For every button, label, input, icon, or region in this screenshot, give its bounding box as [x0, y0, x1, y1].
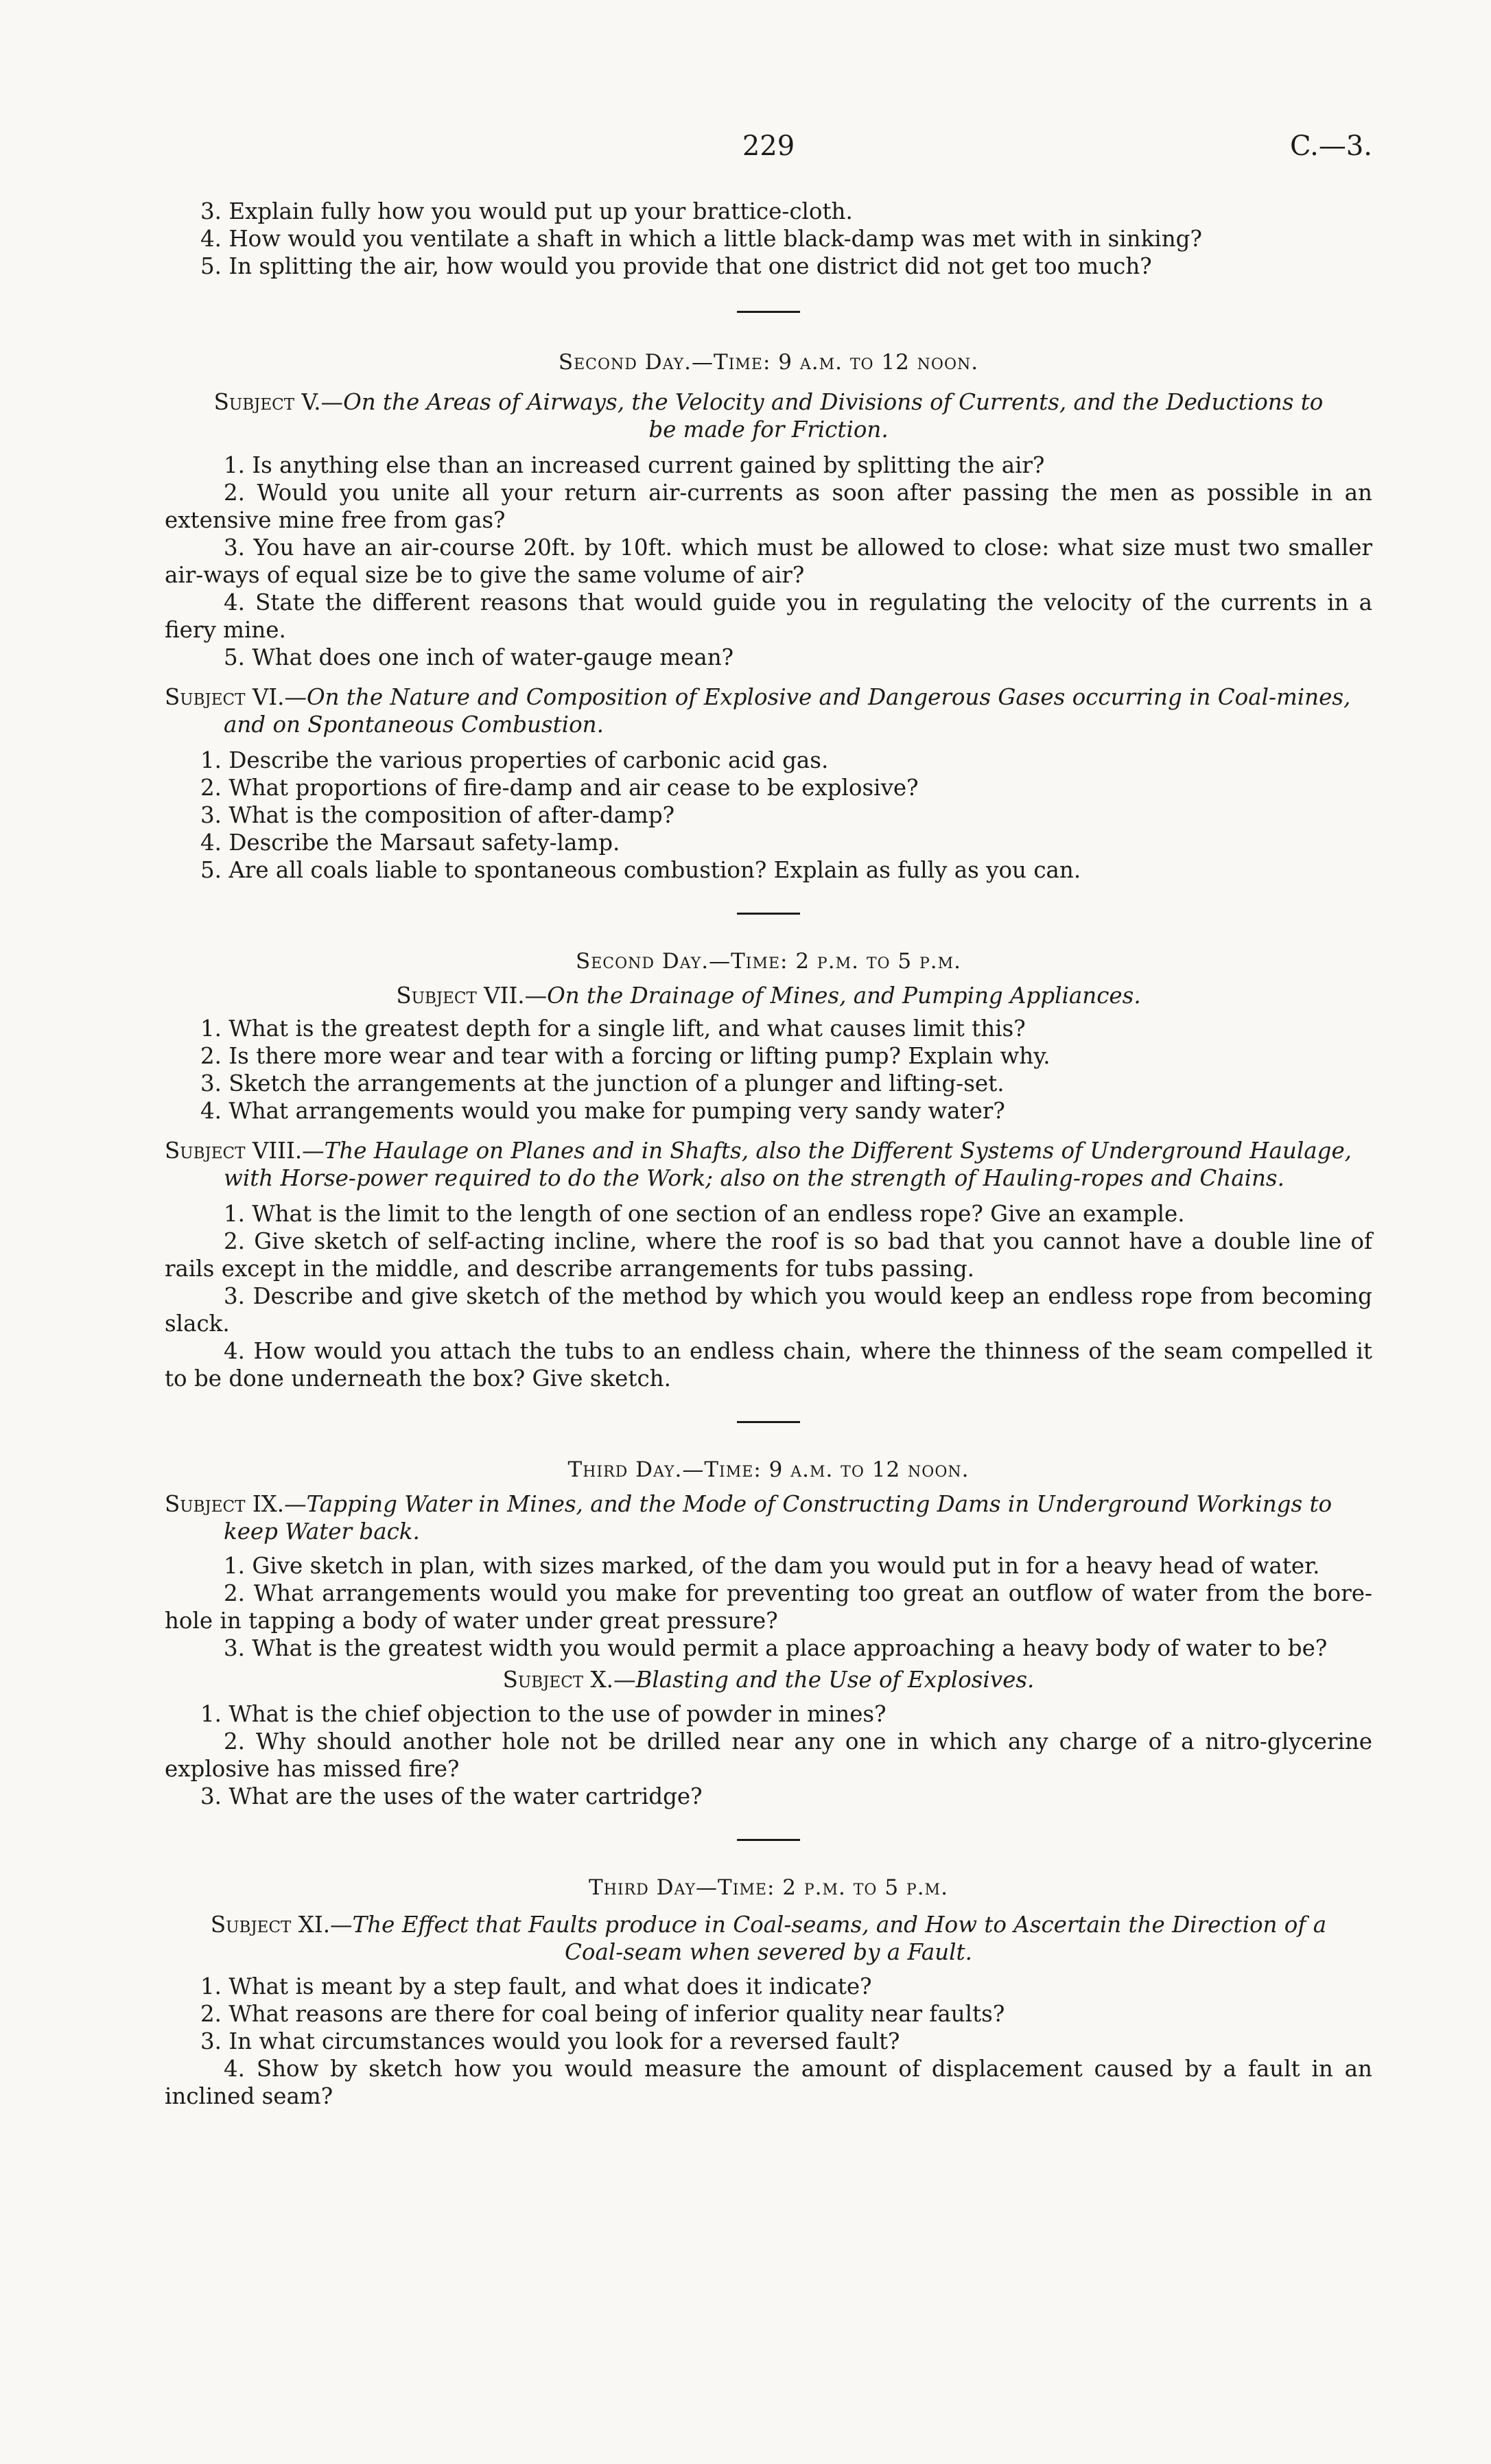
question: 4. How would you attach the tubs to an endless chain, where the thinness of the seam compelled it to be done underneath the box? Give sketch.: [165, 1338, 1372, 1392]
section-divider: [737, 1421, 800, 1423]
question: 3. Describe and give sketch of the method by which you would keep an endless rope from becoming slack.: [165, 1283, 1372, 1337]
subject-title: On the Nature and Composition of Explosive and Dangerous Gases occurring in Coal-mines, and on Spontaneous Combustion.: [224, 684, 1351, 738]
day-heading: Third Day.—Time: 9 a.m. to 12 noon.: [567, 1457, 970, 1482]
page-header: [165, 130, 1372, 178]
subject-heading: [165, 1490, 1372, 1545]
question: 5. What does one inch of water-gauge mean?: [224, 644, 734, 670]
subject-heading: [165, 1911, 1372, 1966]
subject-heading: [165, 388, 1372, 443]
question: 1. What is the chief objection to the use of powder in mines?: [200, 1701, 887, 1727]
question: 2. What arrangements would you make for preventing too great an outflow of water from the bore-hole in tapping a body of water under great pressure?: [165, 1580, 1372, 1634]
question: 2. Why should another hole not be drilled near any one in which any charge of a nitro-glycerine explosive has missed fire?: [165, 1728, 1372, 1782]
question: 5. Are all coals liable to spontaneous combustion? Explain as fully as you can.: [200, 857, 1081, 883]
day-heading: Third Day—Time: 2 p.m. to 5 p.m.: [589, 1875, 948, 1900]
subject-title: On the Areas of Airways, the Velocity and Divisions of Currents, and the Deductions to be made for Friction.: [343, 389, 1324, 443]
section-divider: [737, 913, 800, 915]
question: 4. Describe the Marsaut safety-lamp.: [200, 830, 620, 856]
question: 2. Is there more wear and tear with a forcing or lifting pump? Explain why.: [200, 1043, 1050, 1069]
subject-title: On the Drainage of Mines, and Pumping Appliances.: [547, 983, 1141, 1009]
question: 1. What is meant by a step fault, and what does it indicate?: [200, 1973, 872, 1999]
subject-title: Tapping Water in Mines, and the Mode of Constructing Dams in Underground Workings to keep Water back.: [224, 1491, 1332, 1545]
subject-label: Subject V.—: [213, 389, 344, 415]
page-reference: C.—3.: [1289, 130, 1372, 162]
question: 3. You have an air-course 20ft. by 10ft. which must be allowed to close: what size must two smaller air-ways of equal size be to give the same volume of air?: [165, 535, 1372, 588]
question: 3. Explain fully how you would put up your brattice-cloth.: [200, 198, 853, 224]
question: 4. State the different reasons that would guide you in regulating the velocity of the currents in a fiery mine.: [165, 589, 1372, 643]
question: 2. Would you unite all your return air-currents as soon after passing the men as possible in an extensive mine free from gas?: [165, 480, 1372, 533]
question: 3. What are the uses of the water cartridge?: [200, 1783, 703, 1809]
subject-label: Subject VI.—: [165, 684, 307, 710]
subject-label: Subject XI.—: [210, 1912, 353, 1938]
question: 2. Give sketch of self-acting incline, where the roof is so bad that you cannot have a double line of rails except in the middle, and describe arrangements for tubs passing.: [165, 1228, 1372, 1282]
question: 3. What is the composition of after-damp?: [200, 802, 675, 828]
question: 3. In what circumstances would you look for a reversed fault?: [200, 2028, 900, 2054]
day-heading: Second Day.—Time: 9 a.m. to 12 noon.: [558, 350, 979, 375]
subject-label: Subject VII.—: [396, 983, 548, 1009]
subject-label: Subject IX.—: [165, 1491, 307, 1517]
subject-heading: [165, 1666, 1372, 1693]
subject-title: The Haulage on Planes and in Shafts, also the Different Systems of Underground Haulage, with Horse-power required to do the Work; also on the strength of Hauling-ropes and Chains.: [224, 1138, 1352, 1191]
subject-heading: [165, 982, 1372, 1009]
question: 2. What proportions of fire-damp and air cease to be explosive?: [200, 775, 919, 801]
question: 1. What is the limit to the length of one section of an endless rope? Give an example.: [224, 1201, 1185, 1227]
question: 1. Describe the various properties of carbonic acid gas.: [200, 747, 829, 773]
question: 5. In splitting the air, how would you provide that one district did not get too much?: [200, 253, 1152, 279]
section-divider: [737, 1839, 800, 1841]
question: 4. Show by sketch how you would measure the amount of displacement caused by a fault in an inclined seam?: [165, 2056, 1372, 2109]
document-body: [165, 198, 1372, 2110]
section-divider: [737, 311, 800, 313]
subject-label: Subject X.—: [502, 1667, 636, 1693]
question: 1. Give sketch in plan, with sizes marked, of the dam you would put in for a heavy head of water.: [224, 1553, 1320, 1579]
question: 1. What is the greatest depth for a single lift, and what causes limit this?: [200, 1016, 1026, 1042]
question: 4. What arrangements would you make for pumping very sandy water?: [200, 1098, 1005, 1124]
question: 3. Sketch the arrangements at the junction of a plunger and lifting-set.: [200, 1070, 1005, 1096]
question: 3. What is the greatest width you would permit a place approaching a heavy body of water to be?: [224, 1635, 1328, 1661]
page-number: 229: [742, 130, 795, 162]
subject-title: Blasting and the Use of Explosives.: [635, 1667, 1035, 1693]
subject-heading: [165, 1137, 1372, 1192]
question: 4. How would you ventilate a shaft in which a little black-damp was met with in sinking?: [200, 226, 1202, 252]
subject-label: Subject VIII.—: [165, 1138, 325, 1164]
question: 1. Is anything else than an increased current gained by splitting the air?: [224, 452, 1045, 478]
subject-title: The Effect that Faults produce in Coal-seams, and How to Ascertain the Direction of a Coal-seam when severed by a Fault.: [352, 1912, 1327, 1965]
subject-heading: [165, 683, 1372, 738]
question: 2. What reasons are there for coal being of inferior quality near faults?: [200, 2001, 1005, 2027]
day-heading: Second Day.—Time: 2 p.m. to 5 p.m.: [575, 949, 962, 974]
